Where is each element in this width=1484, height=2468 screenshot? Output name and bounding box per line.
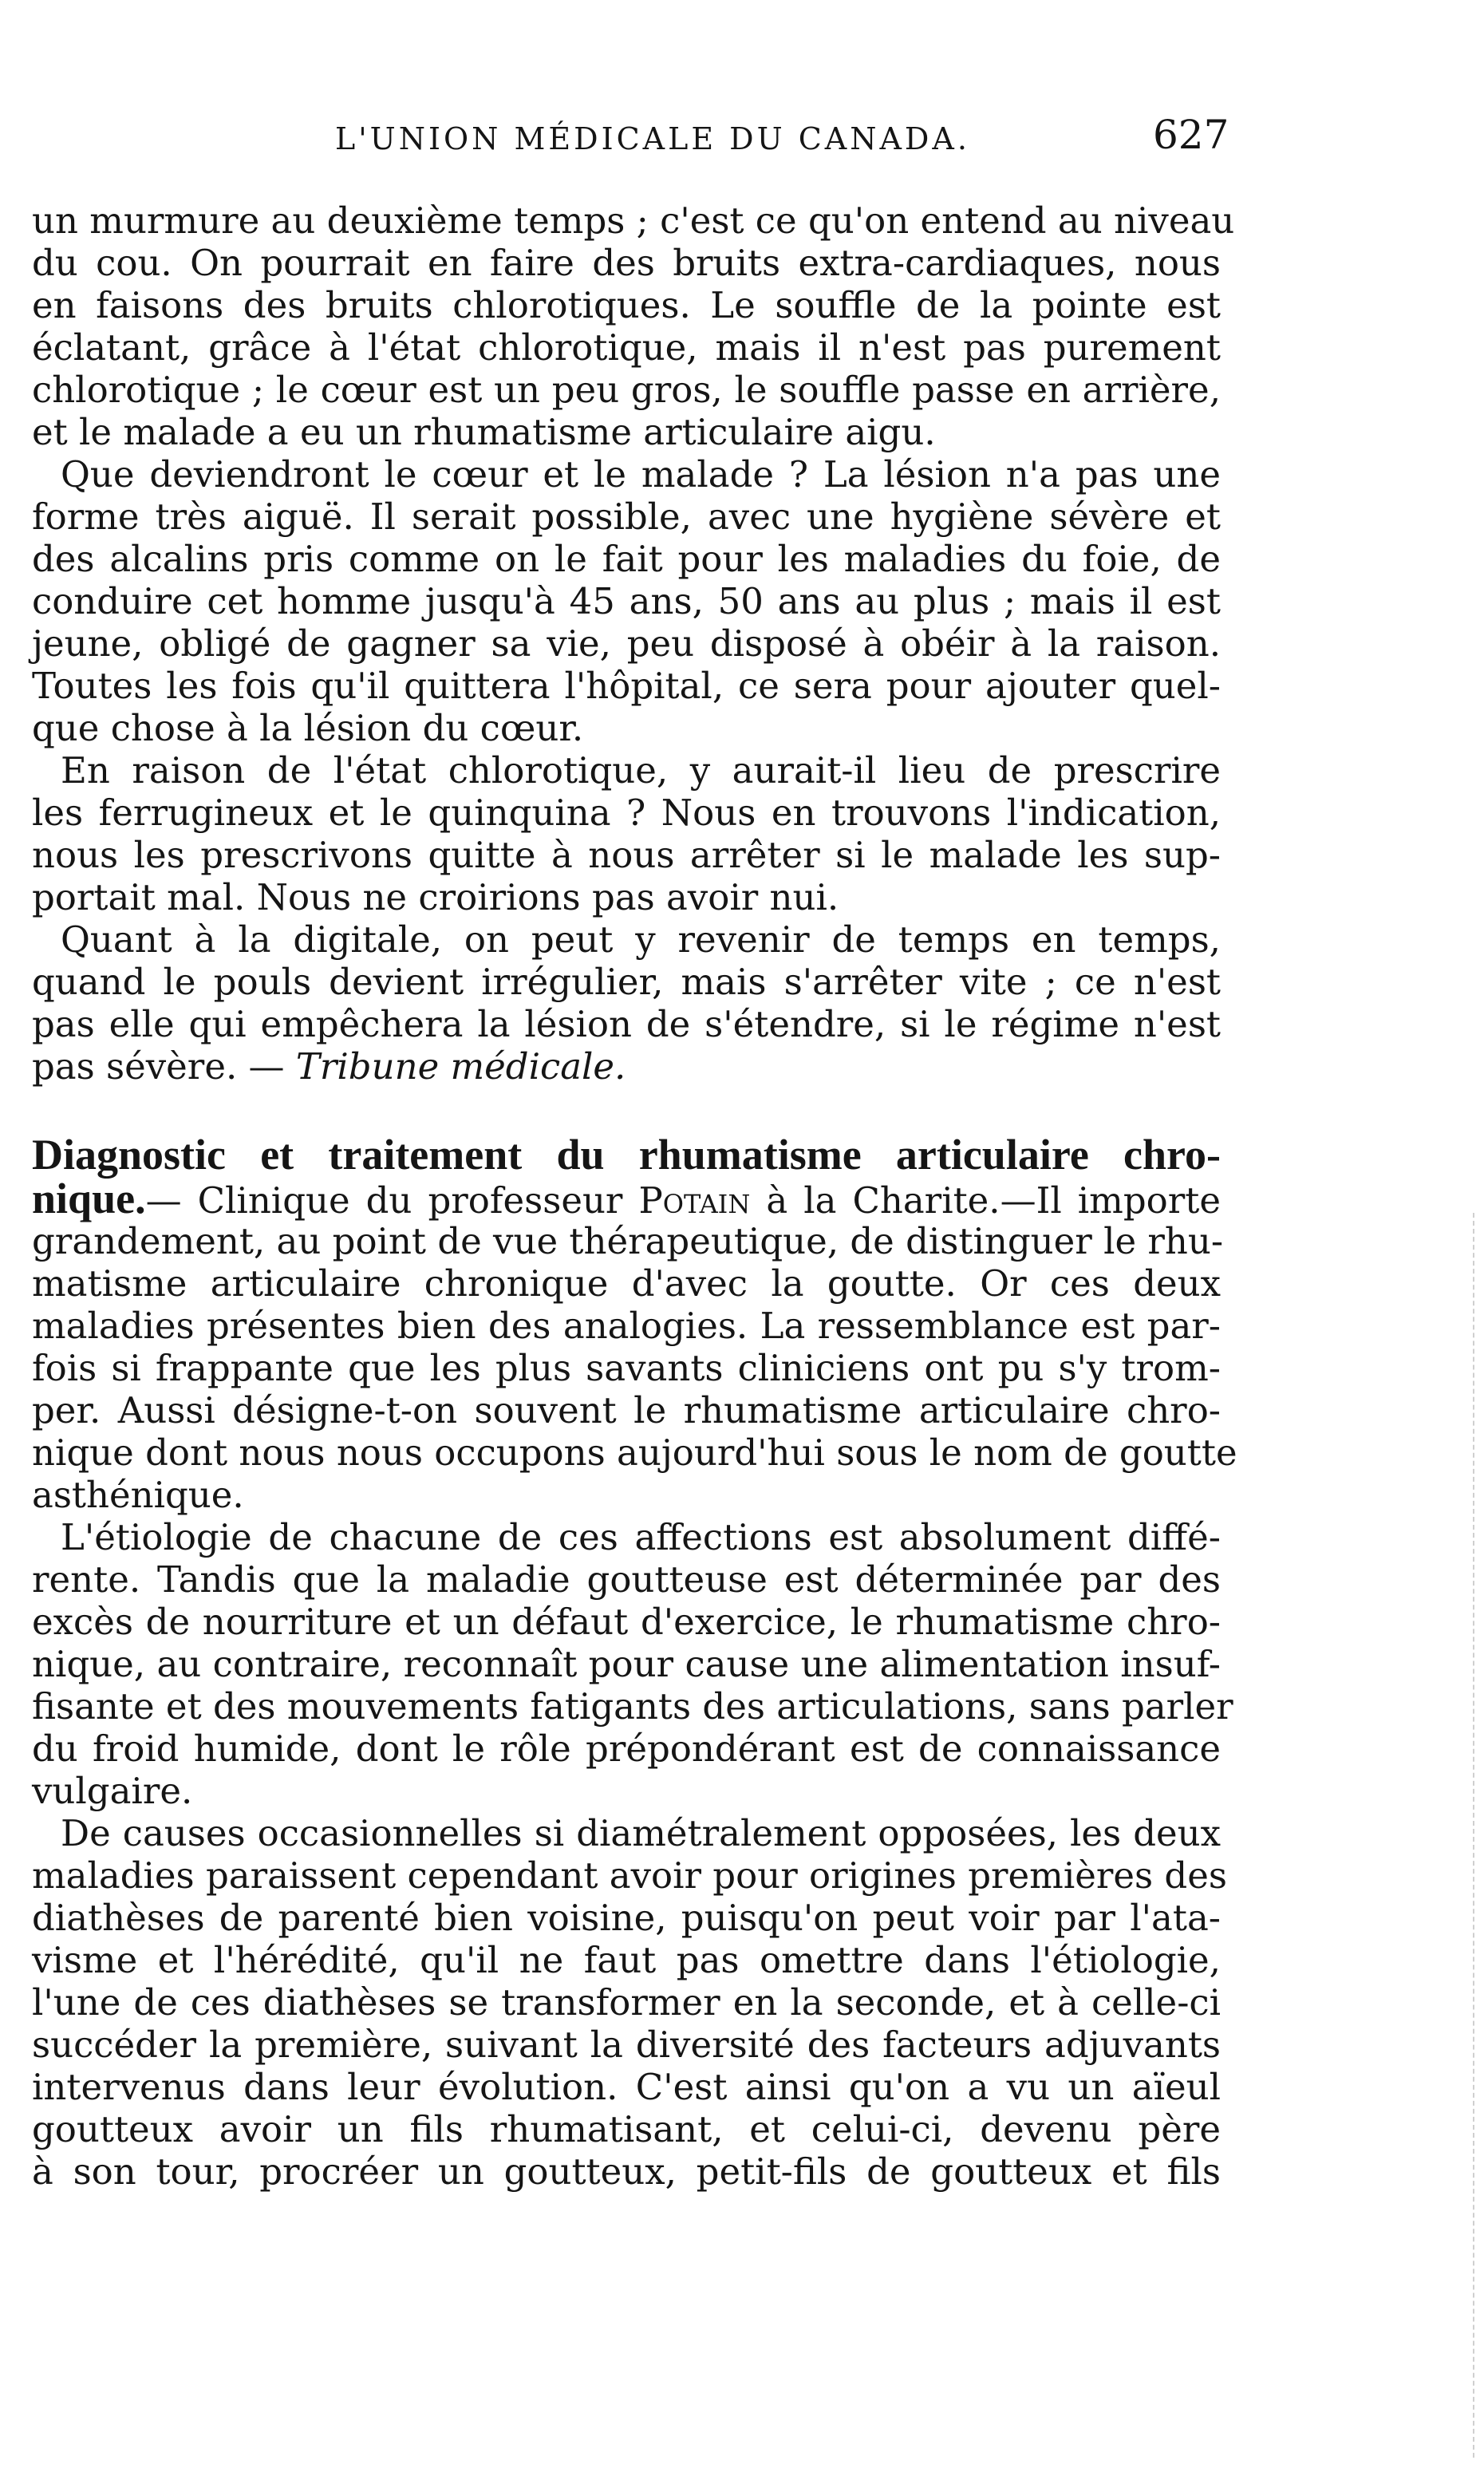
paragraph (32, 199, 1235, 453)
text-line: per. Aussi désigne-t-on souvent le rhumatisme articulaire chro- (32, 1389, 1221, 1431)
paragraph (32, 453, 1221, 749)
text-line: du froid humide, dont le rôle prépondérant est de connaissance (32, 1728, 1221, 1770)
article-title: Diagnostic et traitement du rhumatisme articulaire chro- (32, 1131, 1221, 1179)
article (32, 1131, 1237, 2193)
paragraph (32, 1812, 1227, 2193)
text-line: intervenus dans leur évolution. C'est ainsi qu'on a vu un aïeul (32, 2066, 1221, 2108)
text-line: rente. Tandis que la maladie goutteuse est déterminée par des (32, 1558, 1221, 1601)
text-line: chlorotique ; le cœur est un peu gros, le souffle passe en arrière, (32, 369, 1221, 411)
text-line: éclatant, grâce à l'état chlorotique, mais il n'est pas purement (32, 326, 1221, 369)
text-line: En raison de l'état chlorotique, y aurait-il lieu de prescrire (61, 749, 1221, 792)
text-line: De causes occasionnelles si diamétralement opposées, les deux (61, 1812, 1221, 1854)
text-line: maladies présentes bien des analogies. La ressemblance est par- (32, 1305, 1221, 1347)
text-line: Toutes les fois qu'il quittera l'hôpital, ce sera pour ajouter quel- (32, 665, 1221, 707)
text-line: jeune, obligé de gagner sa vie, peu disposé à obéir à la raison. (32, 622, 1221, 665)
text-line: forme très aiguë. Il serait possible, avec une hygiène sévère et (32, 496, 1221, 538)
text-line: goutteux avoir un fils rhumatisant, et celui-ci, devenu père (32, 2108, 1221, 2150)
text-line: diathèses de parenté bien voisine, puisqu'on peut voir par l'ata- (32, 1897, 1221, 1939)
text-line: des alcalins pris comme on le fait pour les maladies du foie, de (32, 538, 1221, 580)
page-header (32, 110, 1229, 174)
page-edge-marks (1473, 1213, 1478, 2458)
paragraph (32, 749, 1221, 918)
text-line (32, 1045, 1221, 1088)
text-line: quand le pouls devient irrégulier, mais s'arrêter vite ; ce n'est (32, 961, 1221, 1003)
professor-name: Potain (638, 1179, 751, 1222)
text-line: l'une de ces diathèses se transformer en la seconde, et à celle-ci (32, 1981, 1221, 2024)
article-subtitle: — Clinique du professeur (145, 1179, 639, 1222)
text-line: L'étiologie de chacune de ces affections est absolument diffé- (61, 1516, 1221, 1558)
text-line: et le malade a eu un rhumatisme articulaire aigu. (32, 411, 936, 453)
text-line: Que deviendront le cœur et le malade ? La lésion n'a pas une (61, 453, 1221, 496)
text-line: conduire cet homme jusqu'à 45 ans, 50 ans au plus ; mais il est (32, 580, 1221, 622)
continuation-text (32, 199, 1235, 1088)
text-line: vulgaire. (32, 1770, 193, 1812)
paragraph (32, 1516, 1233, 1812)
text-line: excès de nourriture et un défaut d'exercice, le rhumatisme chro- (32, 1601, 1221, 1643)
article-title-continuation: nique. (32, 1175, 146, 1222)
paragraph (32, 1220, 1237, 1516)
text-line: un murmure au deuxième temps ; c'est ce qu'on entend au niveau (32, 199, 1235, 242)
text-line: du cou. On pourrait en faire des bruits extra-cardiaques, nous (32, 242, 1221, 284)
text-line: fisante et des mouvements fatigants des articulations, sans parler (32, 1685, 1233, 1728)
text-line: pas elle qui empêchera la lésion de s'étendre, si le régime n'est (32, 1003, 1221, 1045)
paragraph (32, 918, 1221, 1088)
text-line: fois si frappante que les plus savants cliniciens ont pu s'y trom- (32, 1347, 1221, 1389)
text-line: nique, au contraire, reconnaît pour cause une alimentation insuf- (32, 1643, 1221, 1685)
running-title: L'UNION MÉDICALE DU CANADA. (335, 121, 970, 156)
text-line: Quant à la digitale, on peut y revenir de temps en temps, (61, 918, 1221, 961)
text-line: les ferrugineux et le quinquina ? Nous en trouvons l'indication, (32, 792, 1221, 834)
article-subtitle-line (32, 1175, 1221, 1222)
text-line: maladies paraissent cependant avoir pour origines premières des (32, 1854, 1227, 1897)
article-subtitle-end: à la Charite.—Il importe (750, 1179, 1221, 1222)
text-line: que chose à la lésion du cœur. (32, 707, 584, 749)
article-title-line (32, 1131, 1221, 1178)
text-line: nous les prescrivons quitte à nous arrêter si le malade les sup- (32, 834, 1221, 876)
source-citation: Tribune médicale. (295, 1045, 626, 1088)
text-line: portait mal. Nous ne croirions pas avoir nui. (32, 876, 839, 918)
text-line: grandement, au point de vue thérapeutique, de distinguer le rhu- (32, 1220, 1224, 1262)
page-number: 627 (1153, 112, 1229, 158)
text-line: à son tour, procréer un goutteux, petit-fils de goutteux et fils (32, 2150, 1221, 2193)
text-line: en faisons des bruits chlorotiques. Le souffle de la pointe est (32, 284, 1221, 326)
text-line: succéder la première, suivant la diversité des facteurs adjuvants (32, 2024, 1221, 2066)
text-line: visme et l'hérédité, qu'il ne faut pas omettre dans l'étiologie, (32, 1939, 1221, 1981)
text-line: nique dont nous nous occupons aujourd'hui sous le nom de goutte (32, 1431, 1237, 1474)
text-line: matisme articulaire chronique d'avec la goutte. Or ces deux (32, 1262, 1221, 1305)
text-fragment: pas sévère. — (32, 1045, 296, 1088)
text-line: asthénique. (32, 1474, 244, 1516)
